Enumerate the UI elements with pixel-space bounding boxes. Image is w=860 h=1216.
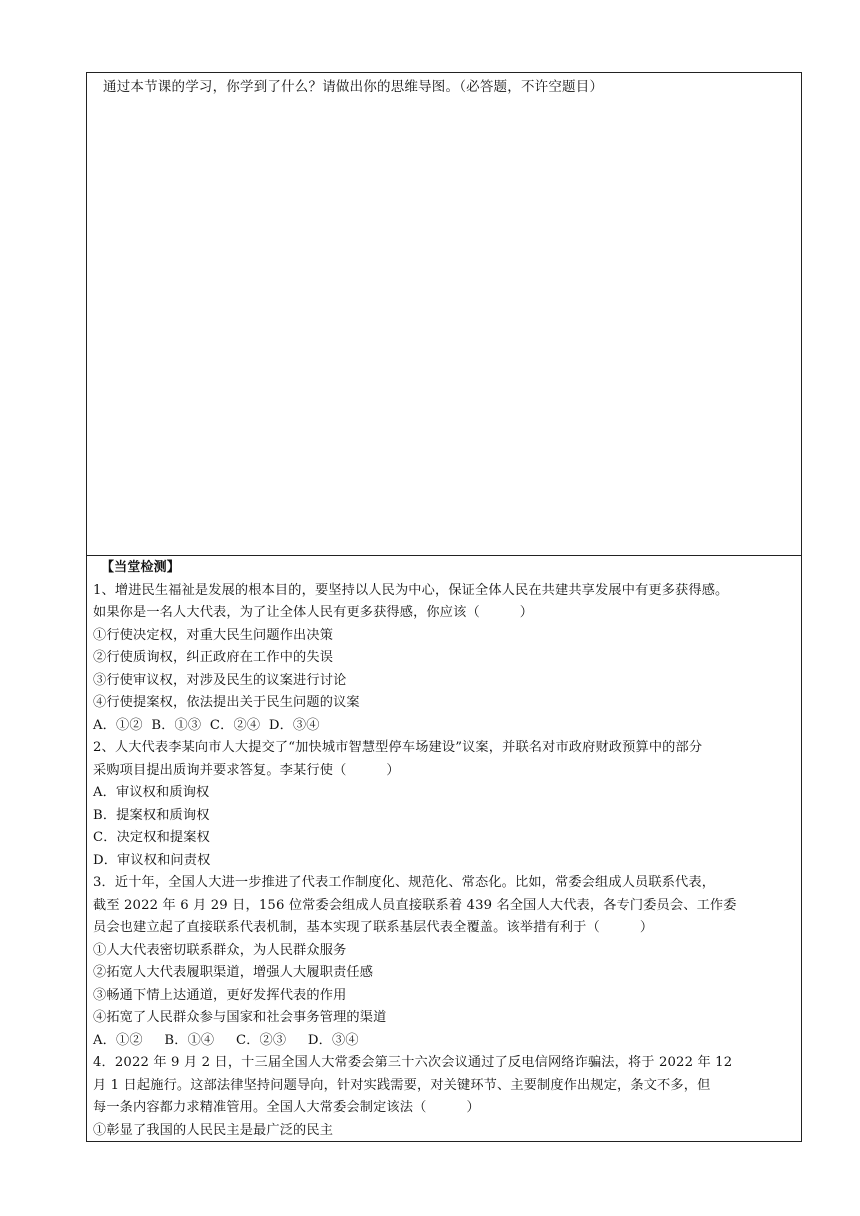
question-line: 员会也建立起了直接联系代表机制，基本实现了联系基层代表全覆盖。该举措有利于（ ） bbox=[93, 920, 654, 935]
option-line: ③畅通下情上达通道，更好发挥代表的作用 bbox=[93, 987, 347, 1003]
question-line: 月 1 日起施行。这部法律坚持问题导向，针对实践需要，对关键环节、主要制度作出规定，条文不多，但 bbox=[93, 1077, 711, 1093]
question-line: 每一条内容都力求精准管用。全国人大常委会制定该法（ ） bbox=[93, 1100, 480, 1115]
question-line: 如果你是一名人大代表，为了让全体人民有更多获得感，你应该（ ） bbox=[93, 605, 534, 620]
question-line: 采购项目提出质询并要求答复。李某行使（ ） bbox=[93, 762, 400, 778]
answer-choice: D．审议权和问责权 bbox=[93, 852, 211, 868]
option-line: ①行使决定权，对重大民生问题作出决策 bbox=[93, 627, 334, 643]
answer-choices: A．①② B．①④ C．②③ D．③④ bbox=[93, 1032, 359, 1048]
option-line: ③行使审议权，对涉及民生的议案进行讨论 bbox=[93, 672, 347, 688]
in-class-test-cell bbox=[87, 556, 801, 1142]
option-line: ④拓宽了人民群众参与国家和社会事务管理的渠道 bbox=[93, 1010, 387, 1025]
option-line: ②行使质询权，纠正政府在工作中的失误 bbox=[93, 650, 334, 665]
option-line: ①彰显了我国的人民民主是最广泛的民主 bbox=[93, 1122, 334, 1138]
answer-choices: A．①② B．①③ C．②④ D．③④ bbox=[93, 717, 320, 733]
question-line: 4．2022 年 9 月 2 日，十三届全国人大常委会第三十六次会议通过了反电信网络诈骗法，将于 2022 年 12 bbox=[93, 1055, 733, 1070]
question-line: 截至 2022 年 6 月 29 日，156 位常委会组成人员直接联系着 439 名全国人大代表，各专门委员会、工作委 bbox=[93, 897, 737, 913]
section-title: 【当堂检测】 bbox=[101, 560, 180, 575]
option-line: ②拓宽人大代表履职渠道，增强人大履职责任感 bbox=[93, 965, 374, 980]
worksheet-table bbox=[86, 72, 802, 1142]
option-line: ①人大代表密切联系群众，为人民群众服务 bbox=[93, 942, 347, 958]
answer-choice: B．提案权和质询权 bbox=[93, 807, 210, 823]
mind-map-cell[interactable] bbox=[87, 73, 801, 556]
question-line: 1、增进民生福祉是发展的根本目的，要坚持以人民为中心，保证全体人民在共建共享发展中有更多获得感。 bbox=[93, 582, 729, 598]
question-line: 3．近十年，全国人大进一步推进了代表工作制度化、规范化、常态化。比如，常委会组成人员联系代表， bbox=[93, 875, 716, 890]
mind-map-prompt: 通过本节课的学习，你学到了什么？请做出你的思维导图。（必答题，不许空题目） bbox=[103, 79, 604, 95]
option-line: ④行使提案权，依法提出关于民生问题的议案 bbox=[93, 695, 360, 710]
question-line: 2、人大代表李某向市人大提交了“加快城市智慧型停车场建设”议案，并联名对市政府财政预算中的部分 bbox=[93, 740, 703, 755]
answer-choice: A．审议权和质询权 bbox=[93, 785, 210, 800]
answer-choice: C．决定权和提案权 bbox=[93, 830, 210, 845]
